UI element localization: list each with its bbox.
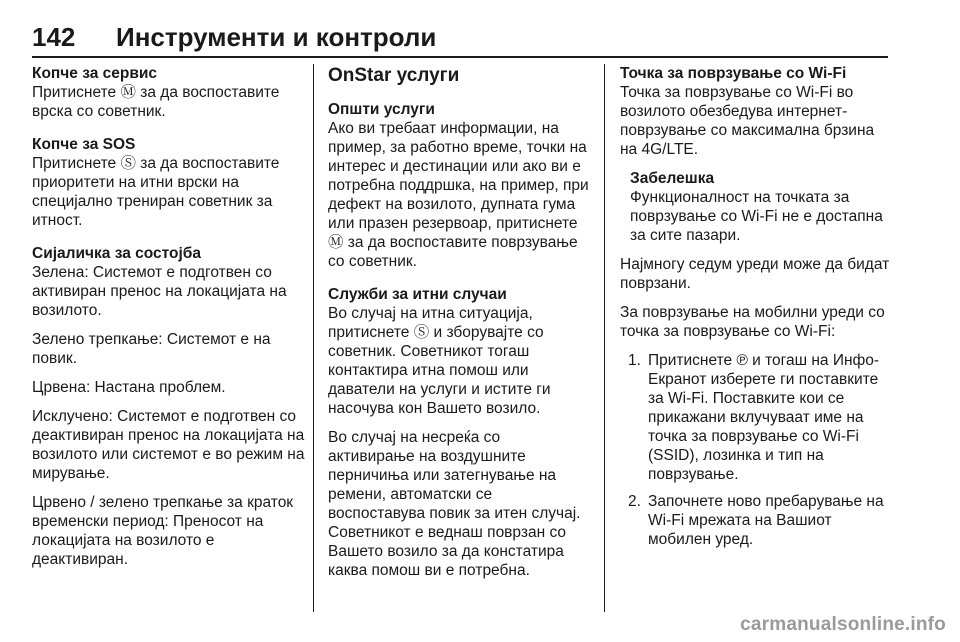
wifi-hotspot-heading: Точка за поврзување со Wi-Fi xyxy=(620,65,847,82)
connect-steps-list xyxy=(620,351,892,549)
column-divider-2 xyxy=(604,64,605,612)
list-item xyxy=(620,351,892,484)
status-green-text: Зелена: Системот е подготвен со активиран пренос на локацијата на возилото. xyxy=(32,264,287,319)
note-text: Функционалност на точката за поврзување со Wi-Fi не е достапна за сите пазари. xyxy=(630,189,883,244)
max-devices-text: Најмногу седум уреди може да бидат поврзани. xyxy=(620,256,890,292)
sos-button-text: Притиснете Ⓢ за да воспоставите приоритети на итни врски на специјално трениран советник за итност. xyxy=(32,155,280,229)
wifi-hotspot-text: Точка за поврзување со Wi-Fi во возилото обезбедува интернет-поврзување со максимална брзина на 4G/LTE. xyxy=(620,84,875,158)
note-heading: Забелешка xyxy=(630,170,715,187)
status-light-heading: Сијаличка за состојба xyxy=(32,245,201,262)
step-number: 1. xyxy=(628,352,641,369)
service-button-heading: Копче за сервис xyxy=(32,65,158,82)
status-red-green-text: Црвено / зелено трепкање за краток временски период: Преносот на локацијата на возилото е деактивиран. xyxy=(32,494,294,568)
connect-intro-text: За поврзување на мобилни уреди со точка за поврзување со Wi-Fi: xyxy=(620,304,885,340)
general-services-text: Ако ви требаат информации, на пример, за работно време, точки на интерес и дестинации или ако ви е потребна поддршка, на пример, при дефект на возилото, дупната гума или празен резервоар, притиснете Ⓜ за да воспоставите поврзување со советник. xyxy=(328,120,589,270)
sos-button-heading: Копче за SOS xyxy=(32,136,136,153)
step-number: 2. xyxy=(628,493,641,510)
column-right xyxy=(620,64,892,557)
service-button-text: Притиснете Ⓜ за да воспоставите врска со советник. xyxy=(32,84,280,120)
status-off-text: Исклучено: Системот е подготвен со деактивиран пренос на локацијата на возилото или системот е во режим на мирување. xyxy=(32,408,305,482)
general-services-heading: Општи услуги xyxy=(328,101,435,118)
emergency-services-text: Во случај на итна ситуација, притиснете Ⓢ и зборувајте со советник. Советникот тогаш контактира итна помош или даватели на услуги и истите ги насочува кон Вашето возило. xyxy=(328,305,551,417)
status-red-text: Црвена: Настана проблем. xyxy=(32,379,226,396)
step-text: Започнете ново пребарување на Wi-Fi мрежата на Вашиот мобилен уред. xyxy=(648,493,884,548)
status-green-blink-text: Зелено трепкање: Системот е на повик. xyxy=(32,331,271,367)
column-left xyxy=(32,64,307,569)
column-middle xyxy=(328,64,590,580)
accident-call-text: Во случај на несреќа со активирање на воздушните перничиња или затегнување на ремени, автоматски се воспоставува повик за итен случај. Советникот е веднаш поврзан со Вашето возило за да констатира каква помош ви е потребна. xyxy=(328,429,581,579)
list-item xyxy=(620,492,892,549)
note-block xyxy=(630,169,892,245)
page-number: 142 xyxy=(32,22,76,52)
watermark: carmanualsonline.info xyxy=(740,614,946,635)
onstar-services-title: OnStar услуги xyxy=(328,65,460,86)
page-title: Инструменти и контроли xyxy=(116,22,437,52)
emergency-services-heading: Служби за итни случаи xyxy=(328,286,507,303)
page-header xyxy=(32,22,888,58)
column-divider-1 xyxy=(313,64,314,612)
step-text: Притиснете ℗ и тогаш на Инфо-Екранот изберете ги поставките за Wi-Fi. Поставките кои се прикажани вклучуваат име на точка за поврзување со Wi-Fi (SSID), лозинка и тип на поврзување. xyxy=(648,352,880,483)
